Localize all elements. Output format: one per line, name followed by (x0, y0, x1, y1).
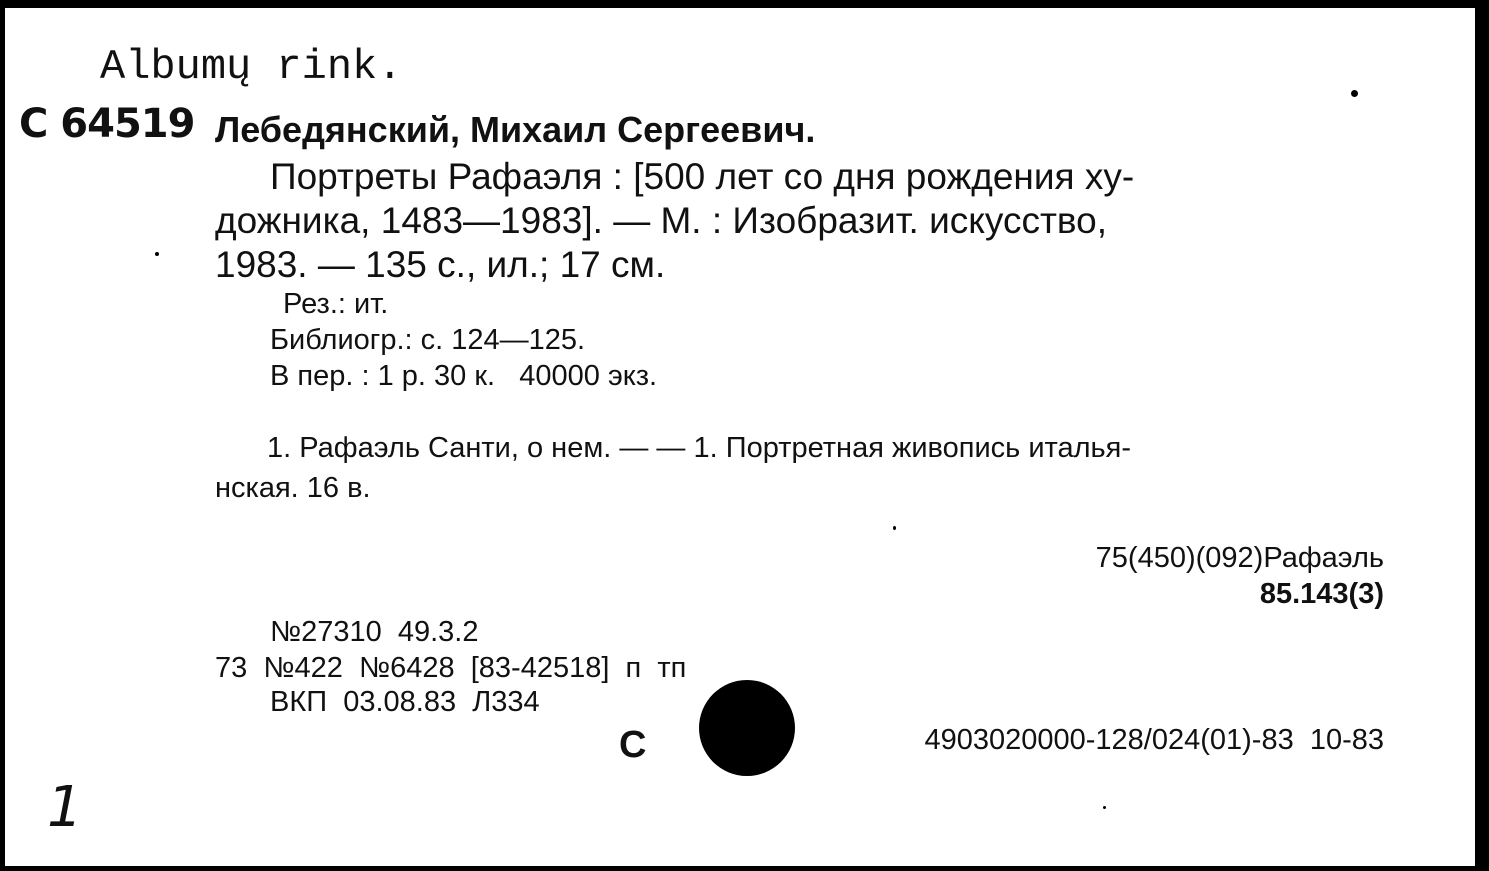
title-line: Портреты Рафаэля : [500 лет со дня рождения ху- (270, 156, 1135, 197)
price-note: В пер. : 1 р. 30 к. 40000 экз. (270, 360, 658, 392)
ink-speck (893, 526, 896, 530)
classification-index: 75(450)(092)Рафаэль (1095, 542, 1384, 574)
author-heading: Лебедянский, Михаил Сергеевич. (215, 109, 816, 150)
card-number: 1 (47, 775, 83, 840)
ink-speck (1103, 806, 1106, 809)
subject-headings: 1. Рафаэль Санти, о нем. — — 1. Портретная живопись италья- (267, 432, 1132, 464)
copyright-mark: С (619, 724, 647, 766)
subject-headings-continued: нская. 16 в. (215, 472, 371, 504)
shelf-mark: C 64519 (19, 101, 195, 147)
title-line: 1983. — 135 с., ил.; 17 см. (215, 244, 666, 285)
ink-speck (1351, 90, 1358, 97)
title-line: дожника, 1483—1983]. — М. : Изобразит. искусство, (215, 200, 1108, 241)
summary-note: Рез.: ит. (283, 288, 389, 320)
service-line: 73 №422 №6428 [83-42518] п тп (215, 652, 687, 684)
classification-index-bbk: 85.143(3) (1259, 578, 1384, 610)
service-line: ВКП 03.08.83 Л334 (270, 686, 540, 718)
punch-hole (699, 680, 795, 776)
isbn-code: 4903020000-128/024(01)-83 10-83 (924, 724, 1384, 756)
catalog-card (5, 8, 1475, 866)
collection-note: Albumų rink. (100, 43, 403, 91)
bibliography-note: Библиогр.: с. 124—125. (270, 324, 586, 356)
ink-speck (155, 252, 159, 256)
service-line: №27310 49.3.2 (270, 616, 479, 648)
